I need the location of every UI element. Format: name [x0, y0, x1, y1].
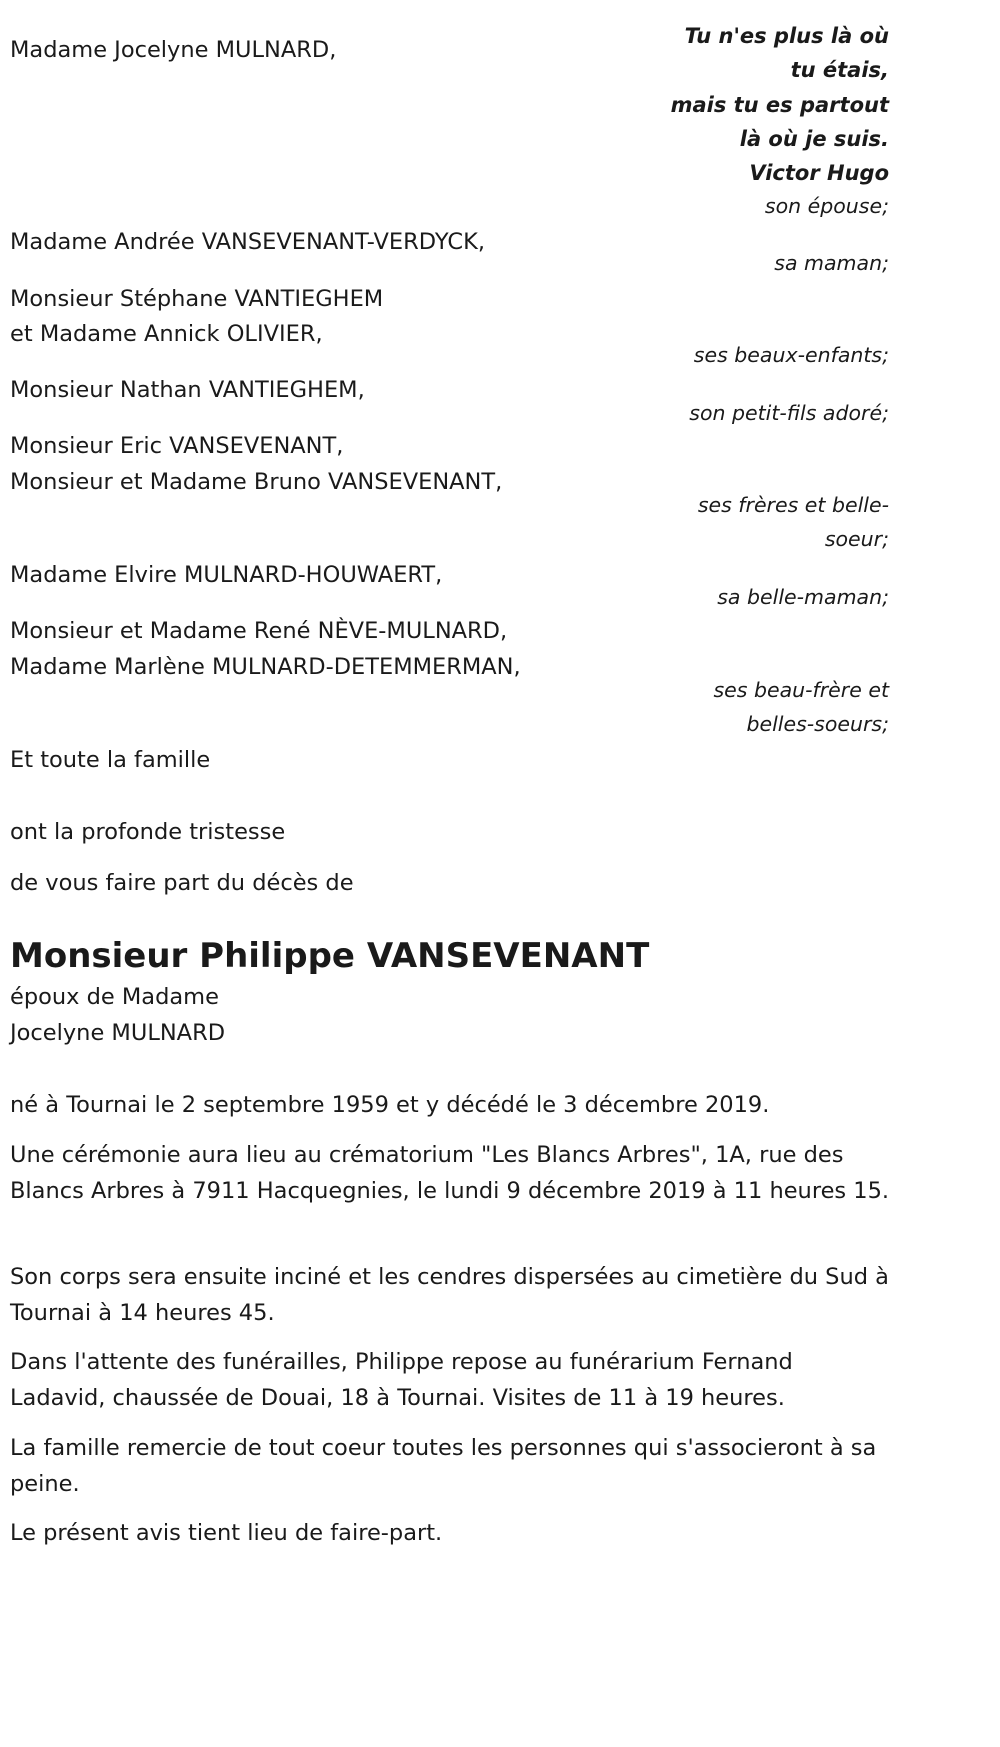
ceremony-paragraph: Une cérémonie aura lieu au crématorium "Les Blancs Arbres", 1A, rue des Blancs Arbres à 7911 Hacquegnies, le lundi 9 décembre 2019 à 11 heures 15.	[10, 1142, 890, 1204]
quote-block	[671, 19, 889, 190]
family-member-name: Madame Jocelyne MULNARD,	[10, 37, 337, 63]
family-member-name: Madame Marlène MULNARD-DETEMMERMAN,	[10, 654, 521, 680]
family-relation: ses frères et belle-	[697, 493, 889, 517]
family-relation: belles-soeurs;	[746, 712, 889, 736]
family-member-name: Monsieur et Madame Bruno VANSEVENANT,	[10, 469, 503, 495]
family-member-name: et Madame Annick OLIVIER,	[10, 321, 323, 347]
notice-paragraph: Le présent avis tient lieu de faire-part.	[10, 1520, 443, 1546]
family-member-name: Monsieur Stéphane VANTIEGHEM	[10, 286, 384, 312]
announcement-line: de vous faire part du décès de	[10, 870, 354, 896]
family-relation: soeur;	[824, 527, 889, 551]
announcement-line: ont la profonde tristesse	[10, 819, 286, 845]
thanks-paragraph: La famille remercie de tout coeur toutes les personnes qui s'associeront à sa peine.	[10, 1435, 877, 1497]
family-relation: ses beaux-enfants;	[693, 343, 889, 367]
quote-line: là où je suis.	[739, 126, 889, 151]
family-relation: sa maman;	[774, 251, 889, 275]
quote-line: Tu n'es plus là où	[684, 24, 889, 48]
visitation-paragraph: Dans l'attente des funérailles, Philippe repose au funérarium Fernand Ladavid, chaussée de Douai, 18 à Tournai. Visites de 11 à 19 heures.	[10, 1349, 793, 1411]
family-member-name: Monsieur et Madame René NÈVE-MULNARD,	[10, 618, 508, 644]
family-relation: ses beau-frère et	[713, 678, 889, 702]
family-relation: son épouse;	[764, 194, 889, 218]
family-relation: sa belle-maman;	[717, 585, 889, 609]
quote-author: Victor Hugo	[749, 161, 889, 186]
family-member-name: Monsieur Nathan VANTIEGHEM,	[10, 377, 365, 403]
quote-line: tu étais,	[790, 58, 889, 83]
family-member-name: Madame Elvire MULNARD-HOUWAERT,	[10, 562, 443, 588]
birth-death-paragraph: né à Tournai le 2 septembre 1959 et y décédé le 3 décembre 2019.	[10, 1092, 770, 1118]
spouse-line: époux de Madame	[10, 984, 219, 1010]
spouse-line: Jocelyne MULNARD	[10, 1020, 226, 1046]
family-member-name: Madame Andrée VANSEVENANT-VERDYCK,	[10, 229, 485, 255]
family-member-name: Monsieur Eric VANSEVENANT,	[10, 433, 344, 459]
deceased-name: Monsieur Philippe VANSEVENANT	[10, 936, 650, 976]
family-all-text: Et toute la famille	[10, 747, 211, 773]
family-relation: son petit-fils adoré;	[689, 401, 889, 425]
quote-line: mais tu es partout	[670, 92, 889, 117]
cremation-paragraph: Son corps sera ensuite inciné et les cendres dispersées au cimetière du Sud à Tournai à 14 heures 45.	[10, 1264, 889, 1326]
